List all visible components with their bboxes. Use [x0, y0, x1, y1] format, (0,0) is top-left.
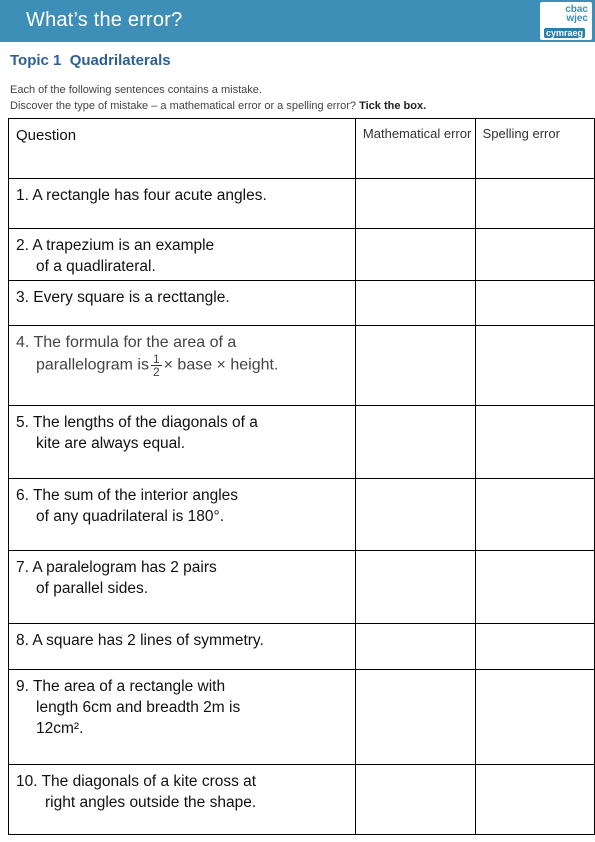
table-row	[9, 479, 595, 551]
logo-text: cbac wjec	[565, 4, 588, 24]
fraction-one-half	[151, 353, 162, 378]
question-text-cont: right angles outside the shape.	[45, 794, 257, 811]
table-header-row	[9, 119, 595, 179]
question-text: 4. The formula for the area of a	[16, 334, 237, 351]
fraction-numerator: 1	[152, 352, 160, 366]
instructions	[10, 82, 426, 114]
tick-box-spelling-10[interactable]	[475, 765, 594, 835]
table-row	[9, 179, 595, 229]
question-text: 1. A rectangle has four acute angles.	[16, 187, 267, 204]
tick-box-spelling-1[interactable]	[475, 179, 594, 229]
table-row	[9, 326, 595, 406]
question-text: 5. The lengths of the diagonals of a	[16, 414, 258, 431]
table-row	[9, 551, 595, 624]
tick-box-spelling-3[interactable]	[475, 281, 594, 326]
logo-subtext: cymraeg	[546, 28, 584, 38]
tick-box-spelling-9[interactable]	[475, 670, 594, 765]
question-text: 9. The area of a rectangle with	[16, 678, 226, 695]
table-row	[9, 765, 595, 835]
tick-box-math-6[interactable]	[355, 479, 475, 551]
tick-box-spelling-7[interactable]	[475, 551, 594, 624]
table-row	[9, 406, 595, 479]
question-text: 8. A square has 2 lines of symmetry.	[16, 632, 264, 649]
question-3	[9, 281, 356, 326]
question-5	[9, 406, 356, 479]
question-text: 6. The sum of the interior angles	[16, 487, 239, 504]
header-spelling-error: Spelling error	[475, 119, 594, 179]
tick-box-math-1[interactable]	[355, 179, 475, 229]
tick-box-math-5[interactable]	[355, 406, 475, 479]
question-1	[9, 179, 356, 229]
question-9	[9, 670, 356, 765]
tick-box-spelling-2[interactable]	[475, 229, 594, 281]
question-7	[9, 551, 356, 624]
question-8	[9, 624, 356, 670]
table-row	[9, 229, 595, 281]
tick-box-math-4[interactable]	[355, 326, 475, 406]
tick-box-math-8[interactable]	[355, 624, 475, 670]
tick-box-spelling-6[interactable]	[475, 479, 594, 551]
question-text-cont: of any quadrilateral is 180°.	[36, 508, 225, 525]
instruction-line-1: Each of the following sentences contains a mistake.	[10, 84, 262, 96]
title-banner	[0, 0, 595, 42]
table-row	[9, 281, 595, 326]
instruction-line-2-text: Discover the type of mistake – a mathematical error or a spelling error?	[10, 100, 357, 112]
question-text: 7. A paralelogram has 2 pairs	[16, 559, 217, 576]
question-4	[9, 326, 356, 406]
tick-box-spelling-8[interactable]	[475, 624, 594, 670]
question-6	[9, 479, 356, 551]
header-math-error: Mathematical error	[355, 119, 475, 179]
tick-box-math-9[interactable]	[355, 670, 475, 765]
question-text-cont	[16, 353, 355, 378]
question-text-cont: length 6cm and breadth 2m is	[36, 699, 241, 716]
tick-box-math-2[interactable]	[355, 229, 475, 281]
tick-box-math-10[interactable]	[355, 765, 475, 835]
tick-box-spelling-5[interactable]	[475, 406, 594, 479]
formula-text-end: × base × height.	[163, 356, 279, 374]
wjec-logo	[540, 2, 592, 40]
question-text-cont: kite are always equal.	[36, 435, 186, 452]
tick-box-math-7[interactable]	[355, 551, 475, 624]
formula-text: parallelogram is	[36, 356, 149, 374]
tick-box-math-3[interactable]	[355, 281, 475, 326]
error-table	[8, 118, 595, 835]
fraction-denominator: 2	[152, 365, 160, 379]
topic-heading: Topic 1 Quadrilaterals	[10, 52, 171, 69]
page-title: What’s the error?	[26, 9, 183, 31]
question-text-cont-2: 12cm².	[36, 720, 84, 737]
question-text: 3. Every square is a recttangle.	[16, 289, 230, 306]
question-10	[9, 765, 356, 835]
table-row	[9, 670, 595, 765]
tick-box-spelling-4[interactable]	[475, 326, 594, 406]
question-text: 10. The diagonals of a kite cross at	[16, 773, 257, 790]
table-row	[9, 624, 595, 670]
question-text-cont: of parallel sides.	[36, 580, 149, 597]
question-text: 2. A trapezium is an example	[16, 237, 215, 254]
question-text-cont: of a quadlirateral.	[36, 258, 156, 275]
header-question: Question	[9, 119, 356, 179]
instruction-line-2	[10, 98, 426, 114]
question-2	[9, 229, 356, 281]
instruction-tick: Tick the box.	[359, 100, 427, 112]
